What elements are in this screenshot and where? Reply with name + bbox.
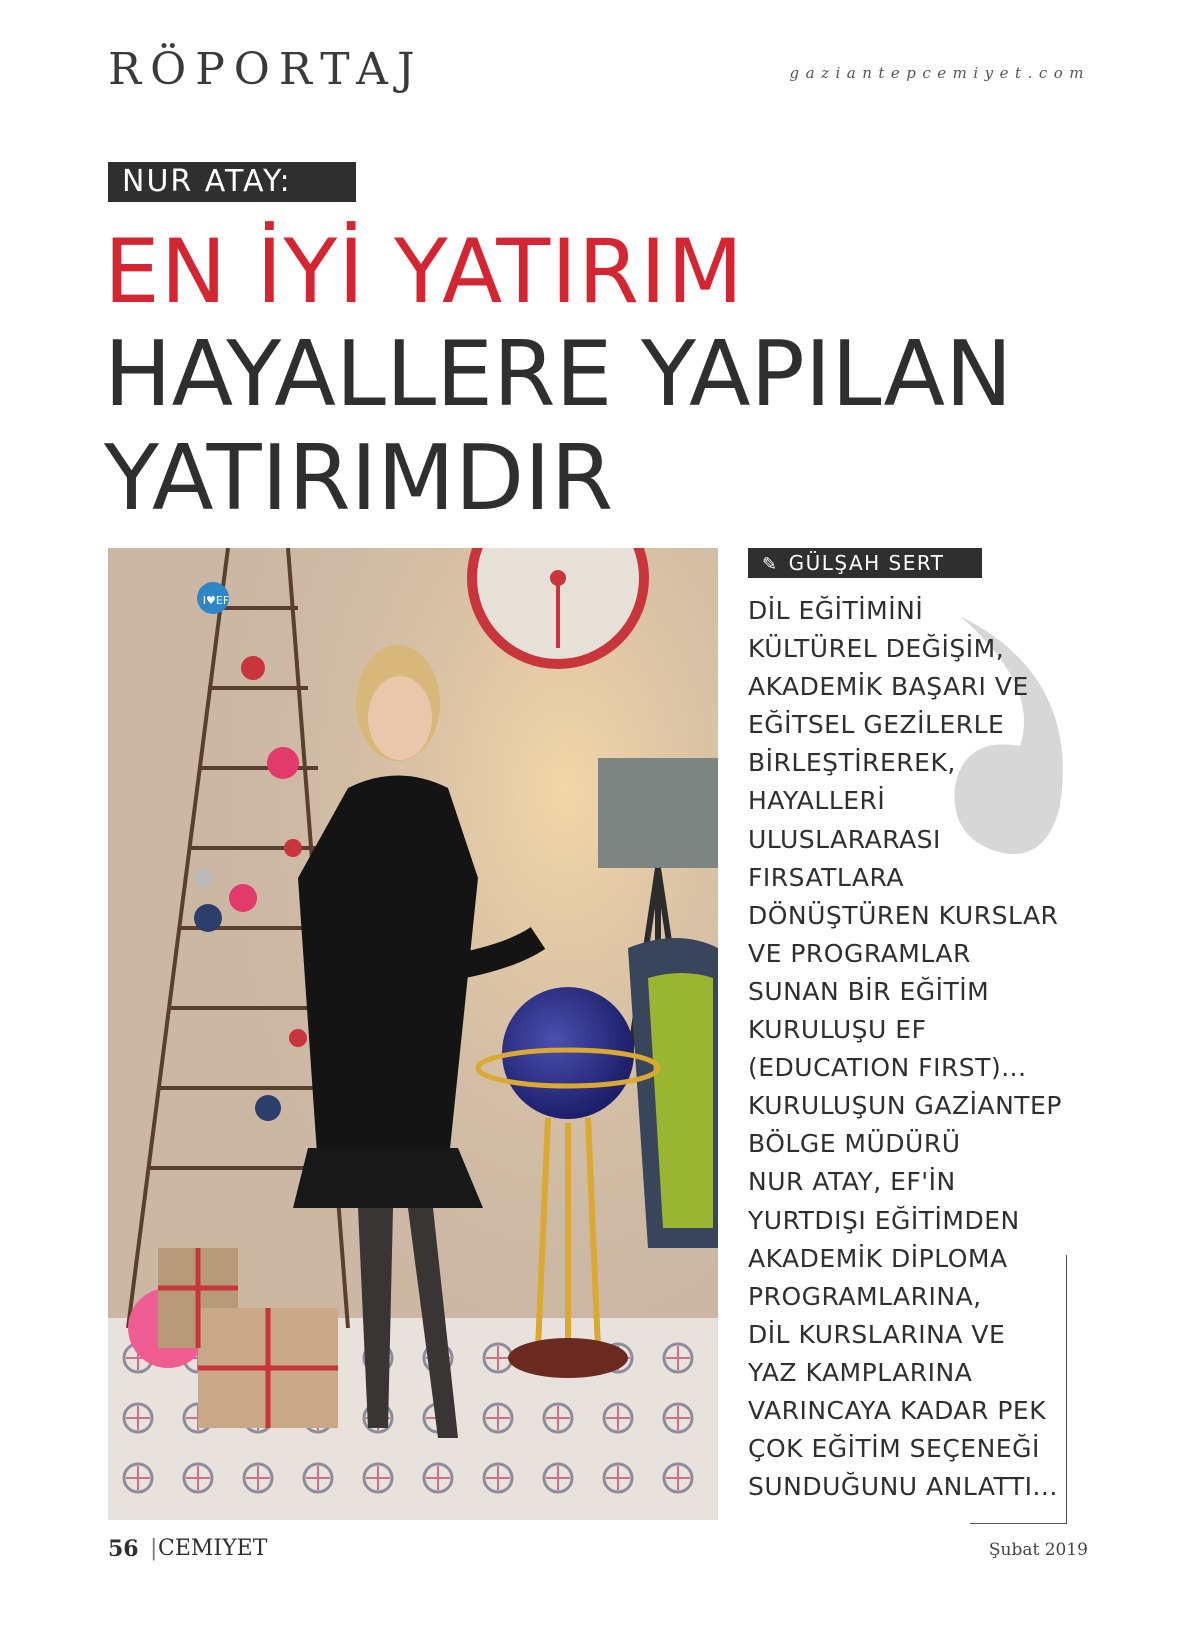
deck-line: KURULUŞUN GAZİANTEP	[748, 1091, 1062, 1121]
deck-line: YAZ KAMPLARINA	[748, 1357, 973, 1387]
author-byline	[748, 548, 982, 578]
deck-line: DİL KURSLARINA VE	[748, 1319, 1006, 1349]
deck-line: VARINCAYA KADAR PEK	[748, 1395, 1047, 1425]
kicker-label: NUR ATAY:	[108, 162, 356, 202]
deck-line: AKADEMİK DİPLOMA	[748, 1243, 1008, 1273]
issue-date: Şubat 2019	[988, 1540, 1088, 1560]
deck-line: KURULUŞU EF	[748, 1015, 927, 1045]
deck-line: YURTDIŞI EĞİTİMDEN	[748, 1205, 1020, 1235]
deck-line: NUR ATAY, EF'İN	[748, 1167, 956, 1197]
deck-line: BÖLGE MÜDÜRÜ	[748, 1129, 961, 1159]
page-number: 56	[108, 1536, 139, 1562]
deck-line: ÇOK EĞİTİM SEÇENEĞİ	[748, 1434, 1040, 1464]
footer-separator: |	[150, 1536, 158, 1561]
headline-line-3: YATIRIMDIR	[104, 426, 614, 531]
deck-line: HAYALLERİ	[748, 786, 886, 816]
site-url[interactable]: gaziantepcemiyet.com	[789, 64, 1090, 82]
deck-line: FIRSATLARA	[748, 862, 904, 892]
photo-illustration	[108, 548, 718, 1520]
ef-badge-label: I♥EF	[202, 594, 230, 607]
deck-line: (EDUCATION FIRST)...	[748, 1053, 1027, 1083]
deck-line: EĞİTSEL GEZİLERLE	[748, 710, 1005, 740]
deck-line: SUNDUĞUNU ANLATTI...	[748, 1472, 1058, 1502]
deck-line: VE PROGRAMLAR	[748, 938, 971, 968]
author-name: GÜLŞAH SERT	[788, 551, 945, 575]
magazine-name: CEMIYET	[158, 1536, 268, 1561]
deck-line: PROGRAMLARINA,	[748, 1281, 982, 1311]
deck-line: AKADEMİK BAŞARI VE	[748, 672, 1029, 702]
deck-line: ULUSLARARASI	[748, 824, 941, 854]
pen-icon: ✎	[762, 554, 779, 575]
deck-line: KÜLTÜREL DEĞİŞİM,	[748, 634, 1005, 664]
article-photo	[108, 548, 718, 1520]
deck-line: DİL EĞİTİMİNİ	[748, 596, 924, 625]
deck-line: BİRLEŞTİREREK,	[748, 748, 956, 778]
headline-line-1: EN İYİ YATIRIM	[104, 220, 745, 323]
headline-line-2: HAYALLERE YAPILAN	[104, 322, 1013, 427]
section-label: RÖPORTAJ	[108, 44, 424, 95]
deck-bracket-decoration	[970, 1255, 1067, 1524]
deck-line: DÖNÜŞTÜREN KURSLAR	[748, 900, 1059, 930]
deck-line: SUNAN BİR EĞİTİM	[748, 976, 990, 1006]
